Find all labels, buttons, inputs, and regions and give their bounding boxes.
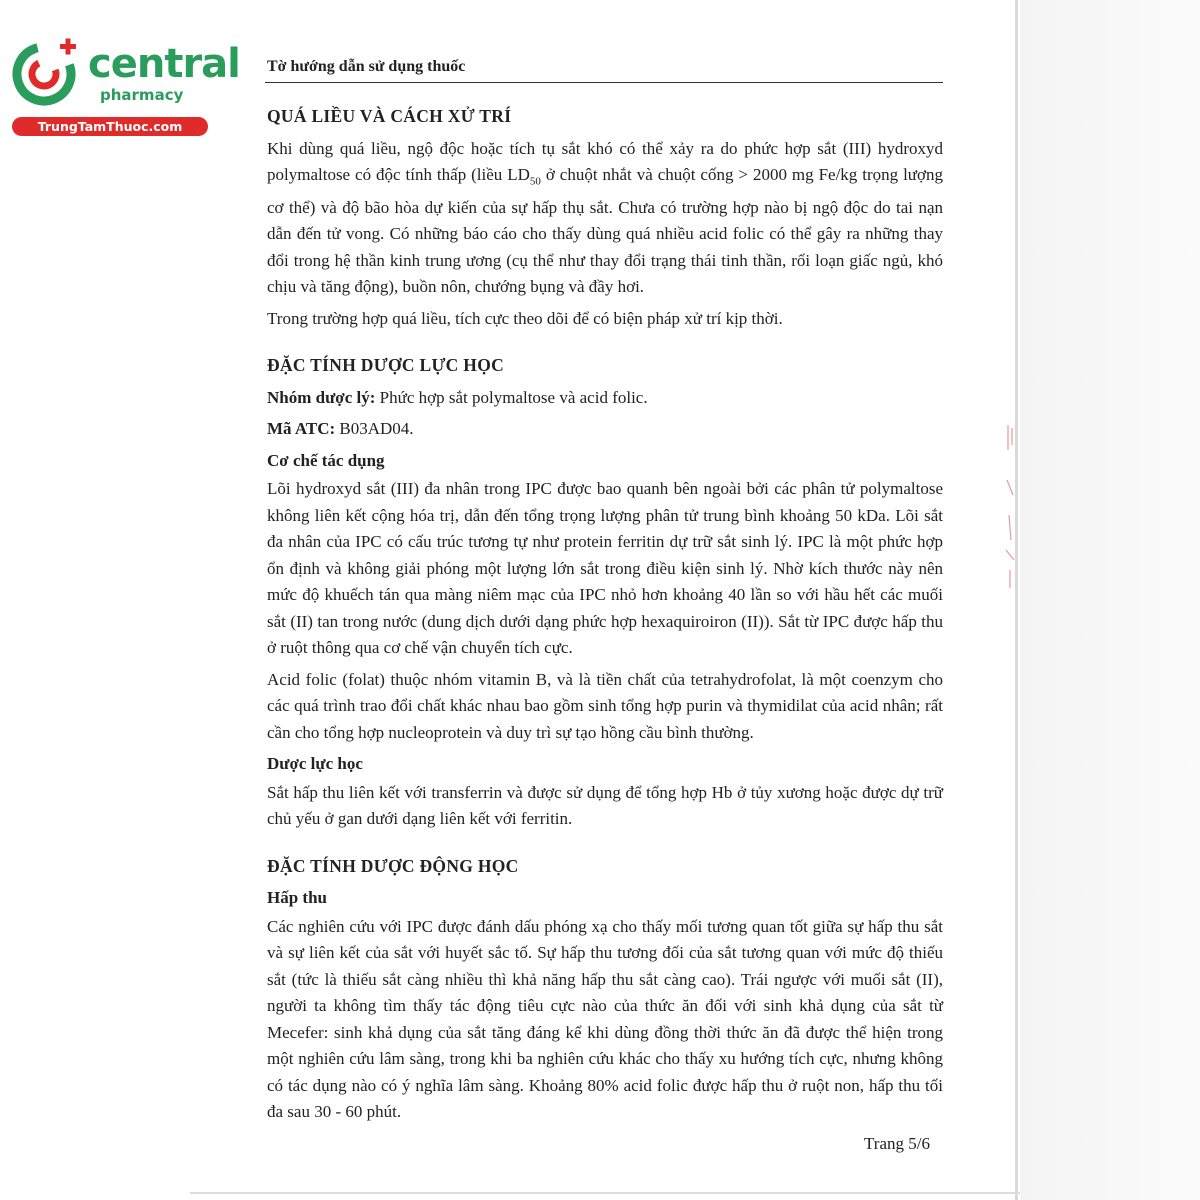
logo-site-badge: TrungTamThuoc.com: [12, 117, 208, 136]
paragraph: Khi dùng quá liều, ngộ độc hoặc tích tụ sắt khó có thể xảy ra do phức hợp sắt (III) hydroxyd polymaltose có độc tính thấp (liều $LD_{50}$ ở chuột nhắt và chuột cống > 2000 mg Fe/kg trọng lượng cơ thể) và độ bão hòa dự kiến của sự hấp thụ sắt. Chưa có trường hợp nào bị ngộ độc do tai nạn dẫn đến tử vong. Có những báo cáo cho thấy dùng quá nhiều acid folic có thể gây ra những thay đổi trong hệ thần kinh trung ương (cụ thể như thay đổi trạng thái tinh thần, rối loạn giấc ngủ, khó chịu và tăng động), buồn nôn, chướng bụng và đầy hơi.: [267, 138, 944, 297]
red-stamp-mark-icon: [1000, 420, 1020, 590]
pharmacological-group: Nhóm dược lý: Phức hợp sắt polymaltose và acid folic.: [267, 387, 648, 407]
page-edge-line: [1015, 0, 1018, 1200]
paragraph: Sắt hấp thu liên kết với transferrin và được sử dụng để tổng hợp Hb ở tủy xương hoặc được dự trữ chủ yếu ở gan dưới dạng liên kết với ferritin.: [267, 782, 943, 829]
central-pharmacy-logo[interactable]: [10, 38, 240, 138]
section-title-pharmacodynamics: ĐẶC TÍNH DƯỢC LỰC HỌC: [267, 355, 505, 376]
section-title-overdose: QUÁ LIỀU VÀ CÁCH XỬ TRÍ: [267, 106, 512, 126]
subsection-title-mechanism: Cơ chế tác dụng: [267, 450, 385, 470]
paragraph: Lõi hydroxyd sắt (III) đa nhân trong IPC được bao quanh bên ngoài bởi các phân tử polymaltose không liên kết cộng hóa trị, dẫn đến tổng trọng lượng phân tử trung bình khoảng 50 kDa. Lõi sắt đa nhân của IPC có cấu trúc tương tự như protein ferritin dự trữ sắt sinh lý. IPC là một phức hợp ổn định và không giải phóng một lượng lớn sắt trong điều kiện sinh lý. Nhờ kích thước này nên mức độ khuếch tán qua màng niêm mạc của IPC nhỏ hơn khoảng 40 lần so với hầu hết các muối sắt (II) tan trong nước (dung dịch dưới dạng phức hợp hexaquiroiron (II)). Sắt từ IPC được hấp thu ở ruột thông qua cơ chế vận chuyển tích cực.: [267, 479, 943, 658]
subsection-title-absorption: Hấp thu: [267, 888, 327, 908]
paragraph: Các nghiên cứu với IPC được đánh dấu phóng xạ cho thấy mối tương quan tốt giữa sự hấp thu sắt và sự liên kết của sắt với huyết sắc tố. Sự hấp thu tương đối của sắt tương quan với mức độ thiếu sắt (tức là thiếu sắt càng nhiều thì khả năng hấp thu sắt càng cao). Trái ngược với muối sắt (II), người ta không tìm thấy tác động tiêu cực nào của thức ăn đối với sinh khả dụng của sắt từ Mecefer: sinh khả dụng của sắt tăng đáng kể khi dùng đồng thời thức ăn đã được thể hiện trong một nghiên cứu lâm sàng, trong khi ba nghiên cứu khác cho thấy xu hướng tích cực, nhưng không có tác dụng nào có ý nghĩa lâm sàng. Khoảng 80% acid folic được hấp thu ở ruột non, hấp thu tối đa sau 30 - 60 phút.: [267, 916, 943, 1122]
logo-subtitle: pharmacy: [100, 86, 184, 104]
paragraph: Trong trường hợp quá liều, tích cực theo dõi để có biện pháp xử trí kịp thời.: [267, 308, 783, 328]
page-number: Trang 5/6: [864, 1134, 930, 1153]
logo-mark-icon: [10, 38, 82, 110]
header-divider: [265, 82, 943, 83]
logo-name: central: [88, 41, 240, 87]
paragraph: Acid folic (folat) thuộc nhóm vitamin B, và là tiền chất của tetrahydrofolat, là một coenzym cho các quá trình trao đổi chất khác nhau bao gồm sinh tổng hợp purin và thymidilat của acid nhân; rất cần cho tổng hợp nucleoprotein và duy trì sự tạo hồng cầu bình thường.: [267, 669, 943, 742]
page-margin-shadow: [1020, 0, 1200, 1200]
subsection-title-pharmacodynamics: Dược lực học: [267, 754, 363, 774]
document-body: [267, 103, 943, 1131]
document-header: Tờ hướng dẫn sử dụng thuốc: [267, 58, 466, 75]
section-title-pharmacokinetics: ĐẶC TÍNH DƯỢC ĐỘNG HỌC: [267, 855, 519, 876]
atc-code: Mã ATC: B03AD04.: [267, 419, 414, 439]
page-bottom-edge: [190, 1192, 1020, 1194]
